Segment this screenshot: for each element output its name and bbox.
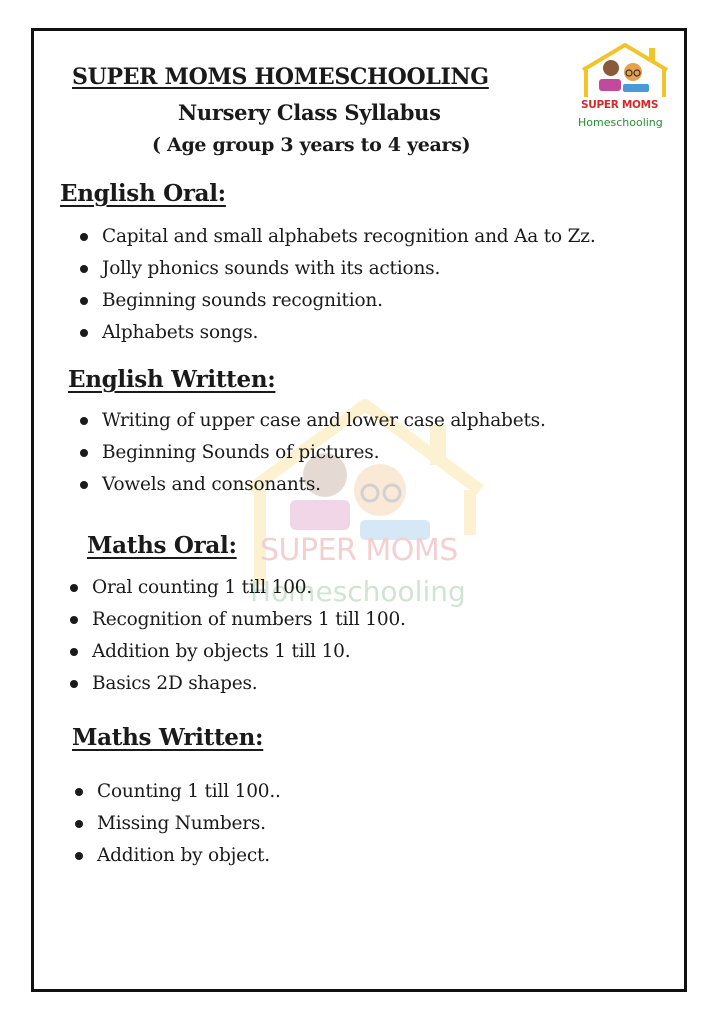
list-maths-written	[75, 776, 281, 872]
watermark-text-line1: SUPER MOMS	[260, 533, 458, 568]
list-item: Oral counting 1 till 100.	[70, 572, 406, 604]
list-item: Jolly phonics sounds with its actions.	[80, 253, 596, 285]
logo-text-line1: SUPER MOMS	[581, 99, 659, 111]
bullet-icon	[75, 820, 83, 828]
bullet-icon	[80, 329, 88, 337]
list-english-written	[80, 405, 546, 501]
list-item: Missing Numbers.	[75, 808, 281, 840]
section-heading-maths-oral: Maths Oral:	[87, 532, 237, 559]
list-item: Writing of upper case and lower case alphabets.	[80, 405, 546, 437]
list-item: Alphabets songs.	[80, 317, 596, 349]
bullet-icon	[80, 417, 88, 425]
bullet-icon	[75, 788, 83, 796]
bullet-icon	[80, 265, 88, 273]
section-heading-english-oral: English Oral:	[60, 180, 226, 207]
bullet-icon	[80, 297, 88, 305]
bullet-icon	[70, 648, 78, 656]
list-item: Beginning sounds recognition.	[80, 285, 596, 317]
bullet-icon	[80, 449, 88, 457]
bullet-icon	[70, 616, 78, 624]
logo-text-line2: Homeschooling	[578, 116, 663, 129]
page-subtitle: Nursery Class Syllabus	[178, 100, 441, 125]
section-heading-maths-written: Maths Written:	[72, 724, 264, 751]
brand-logo	[577, 42, 673, 134]
bullet-icon	[80, 233, 88, 241]
bullet-icon	[70, 584, 78, 592]
bullet-icon	[80, 481, 88, 489]
house-logo-icon	[577, 42, 673, 102]
list-item: Beginning Sounds of pictures.	[80, 437, 546, 469]
page-title: SUPER MOMS HOMESCHOOLING	[72, 64, 489, 90]
section-heading-english-written: English Written:	[68, 366, 276, 393]
bullet-icon	[75, 852, 83, 860]
list-maths-oral	[70, 572, 406, 700]
watermark-text-line2: Homeschooling	[250, 575, 466, 608]
list-item: Counting 1 till 100..	[75, 776, 281, 808]
list-english-oral	[80, 221, 596, 349]
bullet-icon	[70, 680, 78, 688]
list-item: Recognition of numbers 1 till 100.	[70, 604, 406, 636]
age-group: ( Age group 3 years to 4 years)	[152, 134, 471, 156]
list-item: Addition by object.	[75, 840, 281, 872]
list-item: Basics 2D shapes.	[70, 668, 406, 700]
list-item: Addition by objects 1 till 10.	[70, 636, 406, 668]
list-item: Capital and small alphabets recognition and Aa to Zz.	[80, 221, 596, 253]
list-item: Vowels and consonants.	[80, 469, 546, 501]
